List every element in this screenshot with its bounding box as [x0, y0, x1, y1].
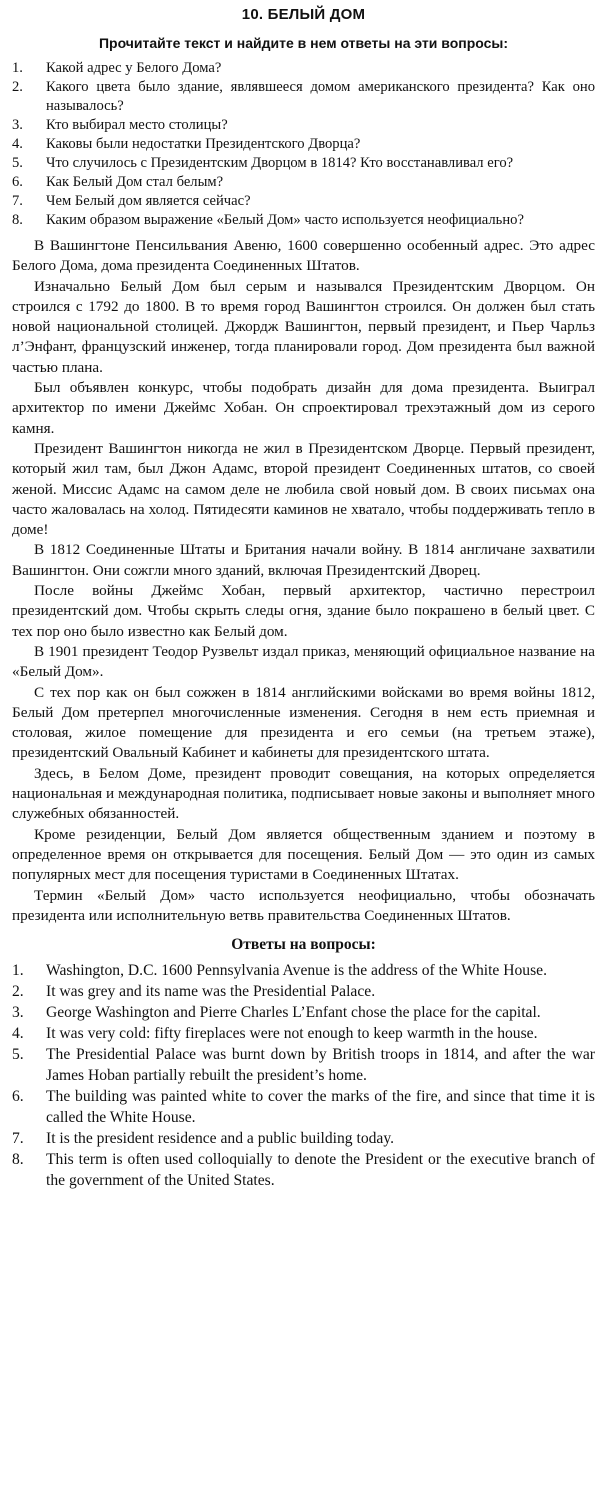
answer-text: George Washington and Pierre Charles L’Enfant chose the place for the capital.	[46, 1004, 541, 1022]
answer-number: 6.	[12, 1088, 24, 1106]
answer-item	[12, 1128, 595, 1149]
question-number: 2.	[12, 79, 23, 95]
answer-item	[12, 960, 595, 981]
answer-number: 3.	[12, 1004, 24, 1022]
answer-text: The Presidential Palace was burnt down by British troops in 1814, and after the war James Hoban partially rebuilt the president’s home.	[46, 1046, 595, 1085]
answer-text: It was grey and its name was the Presidential Palace.	[46, 983, 376, 1001]
answer-text: Washington, D.C. 1600 Pennsylvania Avenue is the address of the White House.	[46, 962, 547, 980]
question-text: Каким образом выражение «Белый Дом» часто используется неофициально?	[46, 212, 524, 228]
question-item	[12, 135, 595, 154]
answers-heading: Ответы на вопросы:	[231, 936, 376, 954]
answer-text: This term is often used colloquially to denote the President or the executive branch of the government of the United States.	[46, 1151, 595, 1190]
body-paragraph: С тех пор как он был сожжен в 1814 английскими войсками во время войны 1812, Белый Дом претерпел многочисленные изменения. Сегодня в нем есть приемная и столовая, жилое помещение для президента и его семьи (на третьем этаже), президентский Овальный Кабинет и кабинеты для президентского штата.	[12, 683, 595, 762]
body-paragraph: Был объявлен конкурс, чтобы подобрать дизайн для дома президента. Выиграл архитектор по имени Джеймс Хобан. Он спроектировал трехэтажный дом из серого камня.	[12, 379, 595, 437]
question-number: 5.	[12, 155, 23, 171]
answer-item	[12, 1086, 595, 1128]
question-number: 8.	[12, 212, 23, 228]
question-item	[12, 78, 595, 116]
answer-item	[12, 981, 595, 1002]
answer-text: It is the president residence and a public building today.	[46, 1130, 395, 1148]
question-text: Какого цвета было здание, являвшееся домом американского президента? Как оно называлось?	[46, 79, 595, 114]
answer-item	[12, 1023, 595, 1044]
question-text: Каковы были недостатки Президентского Дворца?	[46, 136, 361, 152]
question-text: Что случилось с Президентским Дворцом в 1814? Кто восстанавливал его?	[46, 155, 514, 171]
body-paragraph: Изначально Белый Дом был серым и назывался Президентским Дворцом. Он строился с 1792 до 1800. В то время город Вашингтон строился. Он должен был стать новой национальной столицей. Джордж Вашингтон, первый президент, и Пьер Чарльз л’Энфант, французский инженер, тогда планировали город. Дом президента был важной частью плана.	[12, 277, 595, 376]
questions-list	[12, 59, 595, 230]
question-number: 1.	[12, 60, 23, 76]
answer-item	[12, 1149, 595, 1191]
question-item	[12, 211, 595, 230]
body-paragraph: В 1901 президент Теодор Рузвельт издал приказ, меняющий официальное название на «Белый Дом».	[12, 642, 595, 681]
question-item	[12, 116, 595, 135]
question-number: 4.	[12, 136, 23, 152]
question-text: Кто выбирал место столицы?	[46, 117, 228, 133]
body-paragraph: Термин «Белый Дом» часто используется неофициально, чтобы обозначать президента или исполнительную ветвь правительства Соединенных Штатов.	[12, 886, 595, 924]
answer-number: 8.	[12, 1151, 24, 1169]
answer-number: 1.	[12, 962, 24, 980]
body-paragraph: Кроме резиденции, Белый Дом является общественным зданием и поэтому в определенное время он открывается для посещения. Белый Дом — это один из самых популярных мест для посещения туристами в Соединенных Штатах.	[12, 825, 595, 884]
body-paragraph: В Вашингтоне Пенсильвания Авеню, 1600 совершенно особенный адрес. Это адрес Белого Дома, дома президента Соединенных Штатов.	[12, 237, 595, 275]
question-item	[12, 154, 595, 173]
question-item	[12, 59, 595, 78]
page-title: 10. БЕЛЫЙ ДОМ	[241, 6, 366, 23]
answer-number: 2.	[12, 983, 24, 1001]
answer-text: The building was painted white to cover the marks of the fire, and since that time it is called the White House.	[46, 1088, 595, 1127]
question-text: Как Белый Дом стал белым?	[46, 174, 224, 190]
body-paragraph: В 1812 Соединенные Штаты и Британия начали войну. В 1814 англичане захватили Вашингтон. Они сожгли много зданий, включая Президентский Дворец.	[12, 541, 595, 579]
question-number: 6.	[12, 174, 23, 190]
answers-list	[12, 960, 595, 1191]
body-paragraph: После войны Джеймс Хобан, первый архитектор, частично перестроил президентский дом. Чтобы скрыть следы огня, здание было покрашено в белый цвет. С тех пор оно было известно как Белый дом.	[12, 582, 595, 640]
answer-number: 4.	[12, 1025, 24, 1043]
answer-number: 7.	[12, 1130, 24, 1148]
body-paragraph: Здесь, в Белом Доме, президент проводит совещания, на которых определяется национальная и международная политика, подписывает новые законы и выполняет много служебных обязанностей.	[12, 764, 595, 823]
question-item	[12, 173, 595, 192]
question-number: 3.	[12, 117, 23, 133]
question-text: Чем Белый дом является сейчас?	[46, 193, 251, 209]
answer-item	[12, 1044, 595, 1086]
question-text: Какой адрес у Белого Дома?	[46, 60, 222, 76]
answer-item	[12, 1002, 595, 1023]
question-item	[12, 192, 595, 211]
answer-number: 5.	[12, 1046, 24, 1064]
answer-text: It was very cold: fifty fireplaces were not enough to keep warmth in the house.	[46, 1025, 538, 1043]
article-body	[12, 236, 595, 926]
question-number: 7.	[12, 193, 23, 209]
instruction-heading: Прочитайте текст и найдите в нем ответы на эти вопросы:	[98, 35, 509, 51]
body-paragraph: Президент Вашингтон никогда не жил в Президентском Дворце. Первый президент, который жил там, был Джон Адамс, второй президент Соединенных штатов, со своей женой. Миссис Адамс на самом деле не любила свой новый дом. В своих письмах она часто жаловалась на холод. Пятидесяти каминов не хватало, чтобы поддерживать тепло в доме!	[12, 439, 595, 539]
